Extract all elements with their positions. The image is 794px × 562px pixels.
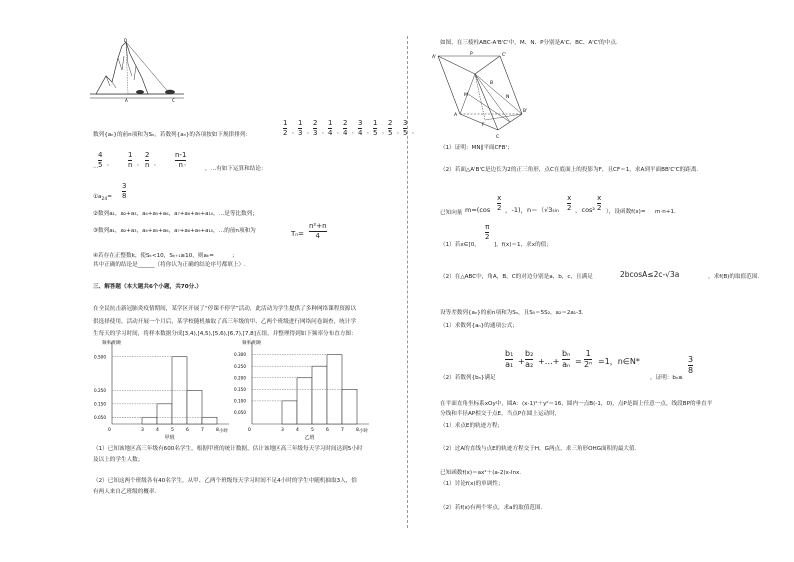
seq-fraction: 1 3 [298, 119, 303, 137]
histogram-bar [142, 417, 157, 424]
conclusion-2: ②数列a₁，a₂+a₃，a₄+a₅+a₆，a₇+a₈+a₉+a₁₀，…是等比数列； [93, 211, 258, 217]
histogram-bar [282, 401, 297, 424]
seq-fraction: 3 4 [358, 119, 363, 137]
seq-fraction: 2 5 [388, 119, 393, 137]
seq-comma: ， [352, 129, 358, 135]
svg-text:C: C [172, 98, 175, 103]
p18-q1: （1）证明：MN∥平面CFB'； [440, 145, 513, 151]
histogram-bar [157, 404, 172, 424]
svg-text:F: F [482, 123, 485, 128]
column-divider [407, 36, 408, 528]
p20-tail: =1，n∈N* [598, 357, 640, 366]
p19-pre: 已知向量 [440, 210, 463, 216]
seq-comma: ， [382, 129, 388, 135]
p17-q2b: 有两人来自乙班级的概率. [93, 489, 157, 495]
histogram-bar [187, 390, 202, 424]
p22-q1: （1）讨论f(x)的单调性； [440, 481, 504, 487]
seq-tail: ，…有如下运算和结论： [205, 166, 267, 172]
p19-q2-inequality: 2bcosA≤2c-√3a [620, 270, 680, 279]
p20-frac-38: 3 8 [688, 355, 694, 375]
p21-q2: （2）过A的直线与点E的轨迹方程交于H，G两点，求三角形OHG面积的最大值. [440, 446, 637, 452]
y-tick-label: 0.150 [234, 386, 246, 392]
svg-text:A: A [125, 98, 128, 103]
p22-q2: （2）若f(x)有两个零点，求a的取值范围. [440, 505, 543, 511]
p18-intro: 如图，在三棱柱ABC-A'B'C'中，M、N、P分别是A'C、BC、A'C'的中点. [440, 40, 618, 46]
x-tick-label: 5 [311, 428, 314, 433]
x-tick-label: 6 [326, 428, 329, 433]
p20-frac-2: b₂ a₂ [525, 349, 534, 369]
seq-fraction-row2: 2 n [145, 151, 150, 169]
conclusion-3: ③数列a₁，a₂+a₃，a₄+a₅+a₆，a₇+a₈+a₉+a₁₀，…的前n项和为 [93, 228, 256, 234]
p20-proof: ，证明：bₙ≤ [650, 375, 683, 381]
histogram-bar [342, 389, 357, 424]
seq-comma: ， [322, 129, 328, 135]
x-tick-label: 7 [341, 428, 344, 433]
seq-comma: ， [367, 129, 373, 135]
conclusion-1: $①a_{24}=$ [93, 194, 112, 203]
x-tick-label: 3 [281, 428, 284, 433]
p20-intro: 设等差数列{aₙ}的前n项和为Sₙ，且S₅＝5S₂，a₂＝2a₁-3. [440, 310, 584, 316]
histogram-bar [202, 417, 217, 424]
conclusion-1-fraction: 3 8 [122, 182, 127, 200]
p19-q2-tail: ，求f(B)的取值范围. [708, 274, 760, 280]
p17-line2: 供选择使用。活动开展一个月后，某学校随机抽取了高三年级的甲、乙两个班级进行网络问卷调查，统计学 [93, 319, 356, 325]
seq-comma: ， [337, 129, 343, 135]
seq-comma: ， [307, 129, 313, 135]
x-tick-label: 8 [356, 428, 359, 433]
seq-fraction-row2: 4 5 [98, 151, 103, 169]
p21-line2: 分线和半径AP相交于点E，当点P在圆上运动时， [440, 411, 561, 417]
p18-q2: （2）若面△A'B'C是边长为2的正三角形，点C在底面上的投影为F，且CF＝1，求A到平面BB'C'C的距离. [440, 167, 699, 173]
x-tick-label: 0 [108, 428, 111, 433]
seq-comma: ， [107, 161, 113, 167]
x-tick-label: 4 [156, 428, 159, 433]
x-tick-label: 8 [216, 428, 219, 433]
p17-q1b: 及以上的学生人数； [93, 457, 144, 463]
p19-q2: （2）在△ABC中，角A，B，C的对边分别是a，b，c，且满足 [440, 274, 593, 280]
x-tick-label: 0 [248, 428, 251, 433]
p20-frac-rhs: 1 2ⁿ [584, 349, 593, 369]
mountain-figure [88, 36, 188, 104]
x-tick-label: 7 [201, 428, 204, 433]
svg-text:A': A' [432, 55, 437, 60]
histogram-bar [312, 366, 327, 424]
seq-dots: … [93, 164, 99, 170]
x-tick-label: 4 [296, 428, 299, 433]
y-tick-label: 0.050 [234, 410, 246, 416]
svg-text:P: P [470, 52, 473, 57]
seq-comma: ， [184, 161, 190, 167]
y-tick-label: 0.300 [234, 352, 246, 358]
conclusion-question: 其中正确的结论是______（将你认为正确的结论序号都填上）. [93, 262, 246, 268]
histogram-bar [297, 378, 312, 424]
y-tick-label: 0.250 [234, 363, 246, 369]
p19-n-fraction-1: x 2 [567, 194, 572, 212]
p19-n3: ，cos² [575, 206, 596, 214]
seq-fraction: 1 2 [283, 119, 288, 137]
p20-q2-pre: （2）若数列{bₙ}满足 [440, 375, 496, 381]
svg-text:A: A [454, 113, 458, 118]
y-tick-label: 0.150 [94, 401, 106, 407]
y-tick-label: 0.250 [94, 387, 106, 393]
p19-m: m=(cos [465, 206, 491, 214]
p20-frac-n: bₙ aₙ [562, 349, 571, 369]
section-3-heading: 三、解答题（本大题共6个小题，共70分.） [93, 284, 202, 290]
seq-fraction-row2: 1 n [128, 151, 133, 169]
x-tick-label: 3 [141, 428, 144, 433]
seq-comma: ， [397, 129, 403, 135]
p20-equals: = [575, 357, 582, 366]
seq-comma: ， [154, 161, 160, 167]
svg-text:B': B' [523, 109, 528, 114]
y-tick-label: 0.050 [94, 414, 106, 420]
x-tick-label: 5 [171, 428, 174, 433]
seq-fraction: 2 3 [313, 119, 318, 137]
seq-fraction: 1 4 [328, 119, 333, 137]
seq-fraction: 2 4 [343, 119, 348, 137]
svg-text:B: B [490, 81, 494, 86]
y-tick-label: 0.500 [94, 354, 106, 360]
histogram-yi [230, 338, 380, 440]
svg-text:D: D [124, 38, 128, 43]
p19-q1-post: ]，f(x)＝1，求x的值； [494, 242, 552, 248]
conclusion-3-fraction: n²+n 4 [309, 222, 327, 240]
p19-n4: ），设函数f(x)= [606, 209, 646, 215]
seq-fraction: 1 5 [373, 119, 378, 137]
p19-tail: m·n+1. [655, 209, 676, 215]
seq-comma: ， [292, 129, 298, 135]
histogram-title: 甲班 [164, 435, 175, 440]
y-axis-label: 频率/组距 [242, 341, 262, 346]
seq-intro: 数列{aₙ}的前n项和为Sₙ，若数列{aₙ}的各项按如下规律排列： [93, 132, 251, 138]
x-axis-label: 小时 [219, 429, 228, 434]
p21-q1: （1）求点E的轨迹方程； [440, 423, 504, 429]
p17-q1: （1）已知该地区高三年级有600名学生，根据甲班的统计数据，估计该地区高三年级每天学习时间达到5小时 [93, 446, 363, 452]
p19-m2: ，-1)， [505, 206, 528, 214]
svg-text:C': C' [502, 53, 507, 58]
seq-fraction-row2: n-1 n [175, 151, 187, 169]
prism-figure [430, 50, 530, 140]
p19-q1-fraction: π 2 [485, 223, 490, 241]
p19-q1-pre: （1）若x∈[0， [440, 242, 480, 248]
histogram-jia [90, 338, 240, 440]
conclusion-4: ④若存在正整数k，使Sₖ<10，Sₖ₊₁≥10，则aₖ= ； [93, 253, 238, 259]
seq-comma: ， [137, 161, 143, 167]
p20-plus: + [518, 357, 525, 366]
y-axis-label: 频率/组距 [102, 341, 122, 346]
p20-q1: （1）求数列{aₙ}的通项公式； [440, 323, 518, 329]
p21-line1: 在平面直角坐标系xOy中，圆A：(x-1)²＋y²＝16，圆内一点B(-1，0)，点P是圆上任意一点，线段BP的垂直平 [440, 401, 713, 407]
seq-fraction: 3 5 [403, 119, 408, 137]
p17-line3: 生每天的学习时间，将样本数据分成[3,4),[4,5),[5,6),[6,7),[7,8]五组，并整理得到如下频率分布直方图： [93, 331, 357, 337]
histogram-title: 乙班 [304, 435, 315, 440]
x-tick-label: 6 [186, 428, 189, 433]
p17-line1: 在全民抗击新冠肺炎疫情期间，某学区开展了“停课不停学”活动，此活动为学生提供了多种网络课程资源以 [93, 306, 357, 312]
svg-text:C: C [496, 135, 500, 140]
p19-n-fraction-2: x 2 [597, 194, 602, 212]
p20-frac-1: b₁ a₁ [505, 349, 514, 369]
y-tick-label: 0.100 [234, 398, 246, 404]
svg-text:N: N [506, 95, 510, 100]
seq-comma: ， [412, 129, 418, 135]
y-tick-label: 0.200 [234, 375, 246, 381]
p20-dots: +…+ [538, 357, 560, 366]
x-axis-label: 小时 [359, 429, 368, 434]
p22-intro: 已知函数f(x)＝ax²＋(a-2)x-lnx. [440, 470, 522, 476]
conclusion-3-Tn: Tₙ= [291, 230, 304, 238]
p17-q2: （2）已知这两个班级各有40名学生，从甲、乙两个班级每天学习时间不足4小时的学生中随机抽取3人，恰 [93, 478, 357, 484]
svg-text:M: M [464, 93, 468, 98]
p19-n: n＝（√3sin [527, 206, 559, 214]
p19-m-fraction: x 2 [497, 194, 502, 212]
